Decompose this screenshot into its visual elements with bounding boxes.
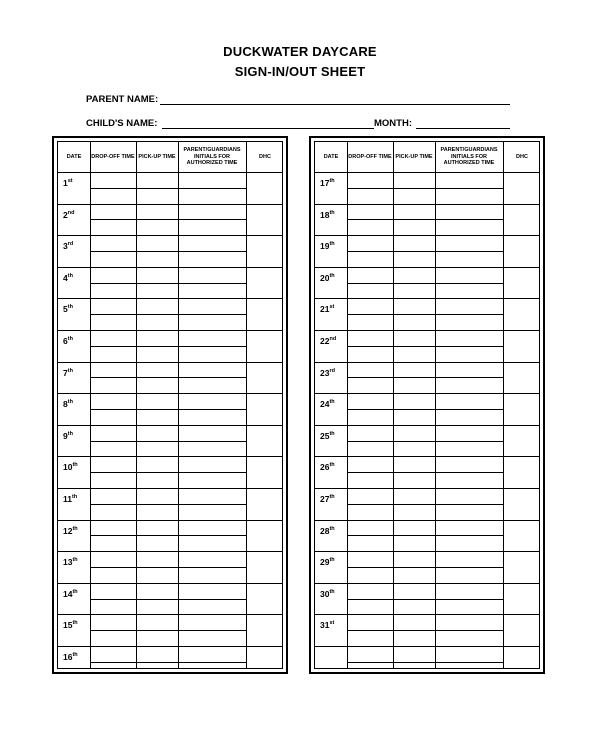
date-label (320, 431, 335, 441)
pickup-col-cell[interactable] (393, 583, 435, 615)
date-suffix: nd (67, 209, 75, 216)
dhc-col-cell[interactable] (503, 456, 541, 488)
initials-col-cell[interactable] (178, 456, 246, 488)
dropoff-col-cell[interactable] (90, 393, 136, 425)
dropoff-col-cell[interactable] (347, 393, 393, 425)
pickup-col-cell[interactable] (393, 488, 435, 520)
dropoff-col-cell[interactable] (90, 235, 136, 267)
dhc-col-cell[interactable] (246, 425, 284, 457)
initials-col-cell[interactable] (435, 204, 503, 236)
initials-col-cell[interactable] (178, 488, 246, 520)
date-label (320, 178, 335, 188)
dropoff-col-cell[interactable] (347, 298, 393, 330)
initials-col-cell[interactable] (435, 267, 503, 299)
dhc-col-cell[interactable] (246, 456, 284, 488)
date-label (320, 210, 335, 220)
dhc-col-cell[interactable] (246, 330, 284, 362)
dropoff-col-cell[interactable] (90, 551, 136, 583)
date-label (320, 241, 335, 251)
dhc-col-cell[interactable] (503, 425, 541, 457)
form-title: DUCKWATER DAYCARE (223, 44, 377, 59)
date-suffix: th (329, 588, 335, 595)
month-label: MONTH: (374, 118, 412, 129)
date-suffix: th (67, 336, 73, 342)
pickup-col-cell[interactable] (393, 456, 435, 488)
date-suffix: st (329, 620, 335, 627)
date-label (320, 620, 334, 630)
date-suffix: th (329, 399, 335, 406)
date-label (320, 399, 335, 409)
date-number: 13 (63, 557, 73, 568)
dhc-col-cell[interactable] (246, 172, 284, 204)
date-number: 25 (320, 430, 330, 441)
initials-col-cell[interactable] (435, 551, 503, 583)
date-suffix: st (329, 304, 335, 311)
initials-col-cell[interactable] (178, 520, 246, 552)
dropoff-col-cell[interactable] (347, 456, 393, 488)
pickup-col-cell[interactable] (136, 456, 178, 488)
date-number: 11 (63, 494, 72, 504)
initials-col-cell[interactable] (178, 646, 246, 678)
dhc-col-cell[interactable] (503, 204, 541, 236)
date-number: 29 (320, 557, 330, 568)
initials-col-cell[interactable] (435, 425, 503, 457)
date-number: 21 (320, 304, 330, 315)
initials-col-cell[interactable] (178, 583, 246, 615)
initials-col-cell[interactable] (178, 235, 246, 267)
childs-name-label: CHILD'S NAME: (86, 118, 158, 129)
date-suffix: st (67, 178, 73, 184)
pickup-col-cell[interactable] (393, 551, 435, 583)
dropoff-col-cell[interactable] (347, 267, 393, 299)
initials-col-cell[interactable] (435, 456, 503, 488)
date-label (320, 336, 336, 346)
date-suffix: th (72, 494, 78, 500)
date-label (320, 368, 335, 378)
date-label (320, 526, 335, 536)
date-label (63, 210, 74, 220)
date-number: 31 (320, 620, 330, 631)
month-line[interactable] (416, 128, 510, 129)
date-number: 6 (63, 336, 68, 346)
dropoff-col-cell[interactable] (90, 298, 136, 330)
initials-col-cell[interactable] (178, 614, 246, 646)
pickup-col-cell[interactable] (393, 172, 435, 204)
date-suffix: th (72, 588, 78, 595)
dropoff-col-cell[interactable] (347, 425, 393, 457)
dhc-col-cell[interactable] (503, 298, 541, 330)
dhc-col-cell[interactable] (246, 551, 284, 583)
form-subtitle: SIGN-IN/OUT SHEET (234, 64, 366, 79)
dhc-col-cell[interactable] (246, 488, 284, 520)
date-number: 14 (63, 588, 73, 599)
pickup-col-cell[interactable] (393, 330, 435, 362)
date-suffix: th (72, 557, 78, 564)
date-suffix: th (329, 241, 335, 248)
dropoff-col-cell[interactable] (90, 204, 136, 236)
date-label (320, 304, 334, 314)
date-number: 26 (320, 462, 330, 473)
header-dhc: DHC (259, 153, 271, 160)
pickup-col-cell[interactable] (136, 267, 178, 299)
date-number: 24 (320, 399, 330, 410)
date-number: 8 (63, 399, 68, 410)
date-label (320, 557, 335, 567)
dhc-col-cell[interactable] (246, 520, 284, 552)
date-suffix: nd (329, 336, 337, 342)
pickup-col-cell[interactable] (136, 362, 178, 394)
dhc-col-cell[interactable] (503, 330, 541, 362)
dropoff-col-cell[interactable] (90, 456, 136, 488)
header-date: DATE (323, 153, 339, 160)
initials-col-cell[interactable] (178, 172, 246, 204)
initials-col-cell[interactable] (178, 204, 246, 236)
pickup-col-cell[interactable] (393, 520, 435, 552)
initials-col-cell[interactable] (435, 488, 503, 520)
dropoff-col-cell[interactable] (90, 646, 136, 678)
dropoff-col-cell[interactable] (90, 330, 136, 362)
date-number: 12 (63, 525, 73, 536)
sign-sheet-table-right (309, 136, 545, 674)
date-label (63, 620, 78, 630)
initials-col-cell[interactable] (178, 393, 246, 425)
dhc-col-cell[interactable] (246, 204, 284, 236)
date-label (63, 494, 77, 504)
date-label (320, 462, 335, 472)
date-suffix: th (67, 272, 73, 279)
date-number: 15 (63, 620, 73, 631)
dhc-col-cell[interactable] (246, 393, 284, 425)
header-dropoff-time: DROP-OFF TIME (91, 153, 135, 160)
dropoff-col-cell[interactable] (347, 551, 393, 583)
date-suffix: th (329, 557, 335, 564)
date-label (320, 494, 335, 504)
dhc-col-cell[interactable] (246, 614, 284, 646)
date-number: 20 (320, 272, 330, 283)
pickup-col-cell[interactable] (136, 614, 178, 646)
date-label (63, 304, 73, 314)
date-number: 1 (63, 178, 68, 188)
pickup-col-cell[interactable] (393, 646, 435, 678)
pickup-col-cell[interactable] (136, 330, 178, 362)
date-number: 27 (320, 494, 330, 504)
initials-col-cell[interactable] (435, 614, 503, 646)
date-label (63, 589, 78, 599)
date-suffix: rd (329, 367, 335, 374)
dhc-col-cell[interactable] (503, 393, 541, 425)
header-dhc: DHC (516, 153, 528, 160)
date-label (63, 462, 78, 472)
date-suffix: th (72, 652, 78, 658)
date-suffix: th (67, 430, 73, 437)
date-number: 17 (320, 178, 330, 188)
dhc-col-cell[interactable] (246, 298, 284, 330)
pickup-col-cell[interactable] (136, 235, 178, 267)
dhc-col-cell[interactable] (503, 646, 541, 678)
initials-col-cell[interactable] (178, 267, 246, 299)
dropoff-col-cell[interactable] (347, 520, 393, 552)
pickup-col-cell[interactable] (393, 425, 435, 457)
pickup-col-cell[interactable] (136, 520, 178, 552)
initials-col-cell[interactable] (435, 520, 503, 552)
dropoff-col-cell[interactable] (90, 614, 136, 646)
date-number: 10 (63, 462, 73, 473)
date-number: 4 (63, 272, 68, 283)
date-suffix: th (72, 462, 78, 469)
date-label (320, 589, 335, 599)
date-suffix: th (329, 462, 335, 469)
date-number: 2 (63, 209, 68, 220)
pickup-col-cell[interactable] (136, 298, 178, 330)
dhc-col-cell[interactable] (503, 172, 541, 204)
sign-sheet-table-left (52, 136, 288, 674)
childs-name-line[interactable] (162, 128, 374, 129)
dropoff-col-cell[interactable] (347, 204, 393, 236)
dhc-col-cell[interactable] (246, 646, 284, 678)
dropoff-col-cell[interactable] (347, 646, 393, 678)
pickup-col-cell[interactable] (136, 425, 178, 457)
date-suffix: th (329, 494, 335, 500)
dhc-col-cell[interactable] (503, 267, 541, 299)
date-number: 5 (63, 304, 68, 315)
date-suffix: th (72, 525, 78, 532)
pickup-col-cell[interactable] (136, 551, 178, 583)
date-label (63, 241, 73, 251)
date-number: 28 (320, 525, 330, 536)
dhc-col-cell[interactable] (503, 614, 541, 646)
initials-col-cell[interactable] (435, 393, 503, 425)
dropoff-col-cell[interactable] (347, 614, 393, 646)
date-label (63, 652, 78, 662)
dhc-col-cell[interactable] (503, 520, 541, 552)
initials-col-cell[interactable] (178, 330, 246, 362)
dhc-col-cell[interactable] (503, 235, 541, 267)
date-number: 30 (320, 588, 330, 599)
date-label (63, 526, 78, 536)
initials-col-cell[interactable] (435, 298, 503, 330)
initials-col-cell[interactable] (435, 235, 503, 267)
date-number: 19 (320, 241, 330, 252)
pickup-col-cell[interactable] (136, 646, 178, 678)
date-number: 23 (320, 367, 330, 378)
dropoff-col-cell[interactable] (347, 330, 393, 362)
dropoff-col-cell[interactable] (347, 235, 393, 267)
date-suffix: th (329, 178, 335, 184)
date-suffix: th (67, 367, 73, 374)
date-suffix: rd (67, 241, 74, 248)
dropoff-col-cell[interactable] (347, 172, 393, 204)
pickup-col-cell[interactable] (393, 267, 435, 299)
pickup-col-cell[interactable] (393, 235, 435, 267)
date-suffix: th (72, 620, 78, 627)
pickup-col-cell[interactable] (393, 614, 435, 646)
date-number: 3 (63, 241, 68, 252)
date-label (63, 557, 78, 567)
header-parent-initials: PARENT/GUARDIANS INITIALS FOR AUTHORIZED TIME (440, 147, 498, 167)
dhc-col-cell[interactable] (246, 267, 284, 299)
dropoff-col-cell[interactable] (90, 267, 136, 299)
date-label (63, 178, 73, 188)
initials-col-cell[interactable] (178, 551, 246, 583)
dropoff-col-cell[interactable] (90, 362, 136, 394)
date-label (63, 336, 73, 346)
header-pickup-time: PICK-UP TIME (395, 153, 433, 160)
dhc-col-cell[interactable] (246, 235, 284, 267)
date-label (63, 399, 73, 409)
dhc-col-cell[interactable] (503, 362, 541, 394)
dropoff-col-cell[interactable] (90, 520, 136, 552)
pickup-col-cell[interactable] (136, 583, 178, 615)
date-number: 22 (320, 336, 330, 346)
header-dropoff-time: DROP-OFF TIME (348, 153, 392, 160)
date-number: 7 (63, 367, 68, 378)
dhc-col-cell[interactable] (503, 551, 541, 583)
parent-name-label: PARENT NAME: (86, 94, 159, 105)
pickup-col-cell[interactable] (393, 362, 435, 394)
date-label (63, 273, 73, 283)
date-suffix: th (67, 399, 73, 406)
initials-col-cell[interactable] (435, 172, 503, 204)
header-parent-initials: PARENT/GUARDIANS INITIALS FOR AUTHORIZED TIME (183, 147, 241, 167)
date-suffix: th (329, 272, 335, 279)
pickup-col-cell[interactable] (393, 204, 435, 236)
initials-col-cell[interactable] (178, 362, 246, 394)
date-suffix: th (329, 209, 335, 216)
date-suffix: th (329, 525, 335, 532)
dropoff-col-cell[interactable] (90, 425, 136, 457)
date-label (63, 368, 73, 378)
dhc-col-cell[interactable] (503, 488, 541, 520)
pickup-col-cell[interactable] (136, 204, 178, 236)
dropoff-col-cell[interactable] (90, 488, 136, 520)
parent-name-line[interactable] (160, 104, 510, 105)
date-number: 16 (63, 652, 73, 662)
initials-col-cell[interactable] (435, 330, 503, 362)
initials-col-cell[interactable] (435, 646, 503, 678)
date-label (320, 273, 335, 283)
pickup-col-cell[interactable] (136, 488, 178, 520)
date-number: 9 (63, 430, 68, 441)
date-label (63, 431, 73, 441)
pickup-col-cell[interactable] (136, 393, 178, 425)
dhc-col-cell[interactable] (246, 583, 284, 615)
date-suffix: th (329, 430, 335, 437)
dropoff-col-cell[interactable] (90, 172, 136, 204)
dropoff-col-cell[interactable] (90, 583, 136, 615)
dropoff-col-cell[interactable] (347, 488, 393, 520)
pickup-col-cell[interactable] (136, 172, 178, 204)
pickup-col-cell[interactable] (393, 393, 435, 425)
dhc-col-cell[interactable] (246, 362, 284, 394)
header-pickup-time: PICK-UP TIME (138, 153, 176, 160)
dropoff-col-cell[interactable] (347, 583, 393, 615)
header-date: DATE (66, 153, 82, 160)
date-suffix: th (67, 304, 73, 311)
initials-col-cell[interactable] (435, 362, 503, 394)
initials-col-cell[interactable] (178, 298, 246, 330)
dropoff-col-cell[interactable] (347, 362, 393, 394)
initials-col-cell[interactable] (178, 425, 246, 457)
pickup-col-cell[interactable] (393, 298, 435, 330)
date-number: 18 (320, 209, 330, 220)
initials-col-cell[interactable] (435, 583, 503, 615)
dhc-col-cell[interactable] (503, 583, 541, 615)
